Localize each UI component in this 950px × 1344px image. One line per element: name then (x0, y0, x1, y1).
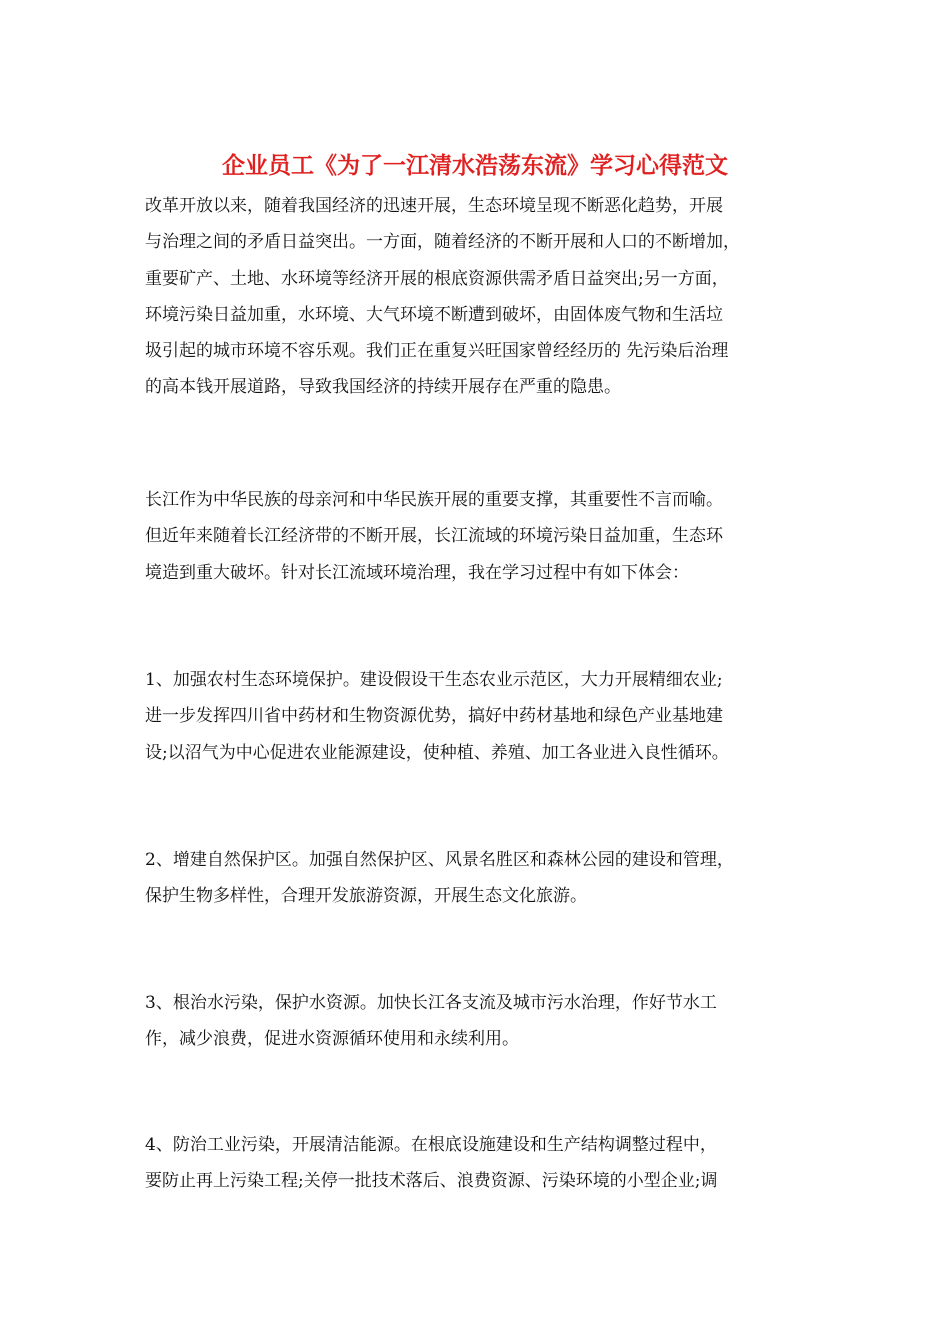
paragraph-4 (145, 842, 815, 915)
paragraph-line: 但近年来随着长江经济带的不断开展，长江流域的环境污染日益加重，生态环 (145, 526, 723, 547)
paragraph-line: 环境污染日益加重，水环境、大气环境不断遭到破坏，由固体废气物和生活垃 (145, 304, 723, 325)
paragraph-line: 要防止再上污染工程;关停一批技术落后、浪费资源、污染环境的小型企业;调 (145, 1171, 718, 1192)
paragraph-line: 重要矿产、土地、水环境等经济开展的根底资源供需矛盾日益突出;另一方面， (145, 268, 729, 289)
paragraph-line: 3、根治水污染，保护水资源。加快长江各支流及城市污水治理，作好节水工 (145, 993, 717, 1013)
paragraph-line: 作，减少浪费，促进水资源循环使用和永续利用。 (145, 1029, 519, 1050)
paragraph-line: 长江作为中华民族的母亲河和中华民族开展的重要支撑，其重要性不言而喻。 (145, 490, 723, 510)
paragraph-line: 圾引起的城市环境不容乐观。我们正在重复兴旺国家曾经经历的 先污染后治理 (145, 341, 729, 362)
paragraph-line: 改革开放以来，随着我国经济的迅速开展，生态环境呈现不断恶化趋势，开展 (145, 196, 723, 216)
paragraph-3 (145, 662, 815, 771)
document-title: 企业员工《为了一江清水浩荡东流》学习心得范文 (222, 152, 728, 179)
paragraph-2 (145, 482, 815, 591)
paragraph-line: 4、防治工业污染，开展清洁能源。在根底设施建设和生产结构调整过程中， (145, 1135, 717, 1155)
paragraph-line: 境造到重大破坏。针对长江流域环境治理，我在学习过程中有如下体会： (145, 562, 689, 583)
paragraph-line: 1、加强农村生态环境保护。建设假设干生态农业示范区，大力开展精细农业; (145, 670, 723, 690)
paragraph-6 (145, 1127, 815, 1200)
paragraph-line: 的高本钱开展道路，导致我国经济的持续开展存在严重的隐患。 (145, 377, 621, 398)
paragraph-line: 进一步发挥四川省中药材和生物资源优势，搞好中药材基地和绿色产业基地建 (145, 706, 723, 727)
paragraph-1 (145, 188, 815, 406)
paragraph-line: 与治理之间的矛盾日益突出。一方面，随着经济的不断开展和人口的不断增加， (145, 232, 740, 253)
paragraph-line: 设;以沼气为中心促进农业能源建设，使种植、养殖、加工各业进入良性循环。 (145, 742, 729, 763)
paragraph-line: 保护生物多样性，合理开发旅游资源，开展生态文化旅游。 (145, 886, 587, 907)
paragraph-5 (145, 985, 815, 1058)
paragraph-line: 2、增建自然保护区。加强自然保护区、风景名胜区和森林公园的建设和管理， (145, 850, 734, 870)
